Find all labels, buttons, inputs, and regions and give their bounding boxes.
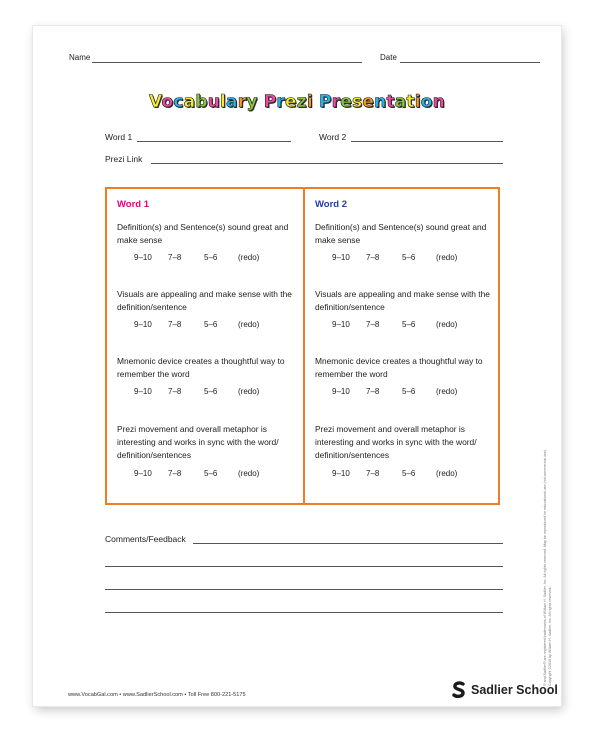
title-letter: i: [414, 92, 421, 112]
legal-notice: [543, 276, 551, 686]
footer-links: www.VocabGal.com • www.SadlierSchool.com • Toll Free 800-221-5175: [68, 692, 246, 698]
rubric-criterion: [117, 423, 295, 462]
date-field-line[interactable]: [400, 62, 540, 63]
score-7-8[interactable]: 7–8: [168, 320, 182, 329]
sadlier-s-icon: [451, 681, 467, 699]
rubric-column-word2: [305, 189, 495, 503]
score-7-8[interactable]: 7–8: [366, 320, 380, 329]
worksheet-title: [33, 92, 561, 112]
score-5-6[interactable]: 5–6: [204, 469, 218, 478]
title-letter: P: [319, 92, 332, 112]
title-letter: r: [276, 92, 285, 112]
title-letter: r: [331, 92, 341, 112]
rubric-column-title: Word 1: [117, 199, 150, 210]
title-letter: r: [237, 92, 247, 112]
criterion-text: Definition(s) and Sentence(s) sound great and make sense: [117, 222, 289, 245]
score-7-8[interactable]: 7–8: [168, 253, 182, 262]
comments-line[interactable]: [193, 543, 503, 544]
title-letter: n: [432, 92, 445, 112]
word2-field-label: Word 2: [319, 132, 347, 142]
title-letter: c: [173, 92, 184, 112]
score-5-6[interactable]: 5–6: [402, 320, 416, 329]
rubric-criterion: [315, 288, 493, 314]
score-5-6[interactable]: 5–6: [402, 253, 416, 262]
score-5-6[interactable]: 5–6: [204, 253, 218, 262]
name-label: Name: [69, 53, 91, 62]
title-letter: e: [340, 92, 352, 112]
criterion-text: Visuals are appealing and make sense with the definition/sentence: [117, 289, 292, 312]
criterion-text: Visuals are appealing and make sense with the definition/sentence: [315, 289, 490, 312]
score-redo[interactable]: (redo): [436, 387, 458, 396]
word1-field-label: Word 1: [105, 132, 133, 142]
title-letter: z: [296, 92, 307, 112]
title-letter: e: [362, 92, 375, 112]
rubric-criterion: [315, 423, 493, 462]
score-9-10[interactable]: 9–10: [134, 253, 152, 262]
title-letter: V: [149, 92, 162, 112]
score-9-10[interactable]: 9–10: [332, 387, 350, 396]
score-7-8[interactable]: 7–8: [366, 253, 380, 262]
word2-field-line[interactable]: [351, 141, 503, 142]
score-5-6[interactable]: 5–6: [402, 387, 416, 396]
title-letter: n: [374, 92, 387, 112]
title-letter: o: [420, 92, 433, 112]
title-letter: P: [263, 92, 277, 112]
score-5-6[interactable]: 5–6: [204, 387, 218, 396]
score-redo[interactable]: (redo): [436, 469, 458, 478]
legal-text-trademark: ® and Sadlier® are registered trademarks of William H. Sadlier, Inc. All rights reserved. May be reproduced for educational use (not commercial use).: [543, 449, 547, 686]
score-redo[interactable]: (redo): [436, 320, 458, 329]
rubric-criterion: [315, 221, 493, 247]
date-label: Date: [380, 53, 397, 62]
score-9-10[interactable]: 9–10: [332, 253, 350, 262]
rubric-criterion: [315, 355, 493, 381]
criterion-text: Mnemonic device creates a thoughtful way to remember the word: [315, 356, 483, 379]
name-field-line[interactable]: [92, 62, 362, 63]
title-letter: a: [183, 92, 196, 112]
title-letter: t: [406, 92, 415, 112]
comments-line[interactable]: [105, 589, 503, 590]
score-9-10[interactable]: 9–10: [134, 320, 152, 329]
rubric-criterion: [117, 355, 295, 381]
criterion-text: Definition(s) and Sentence(s) sound great and make sense: [315, 222, 487, 245]
title-letter: o: [161, 92, 174, 112]
word1-field-line[interactable]: [137, 141, 291, 142]
score-9-10[interactable]: 9–10: [332, 320, 350, 329]
prezi-link-field-line[interactable]: [151, 163, 503, 164]
title-letter: e: [285, 92, 297, 112]
score-redo[interactable]: (redo): [238, 253, 260, 262]
title-letter: s: [352, 92, 363, 112]
title-letter: a: [226, 92, 238, 112]
score-5-6[interactable]: 5–6: [204, 320, 218, 329]
title-letter: u: [207, 92, 221, 112]
title-letter: t: [386, 92, 395, 112]
comments-line[interactable]: [105, 612, 503, 613]
title-letter: i: [306, 92, 313, 112]
score-redo[interactable]: (redo): [238, 320, 260, 329]
rubric-column-word1: [107, 189, 297, 503]
criterion-text: Prezi movement and overall metaphor is interesting and works in sync with the word/ definition/sentences: [315, 424, 477, 460]
score-redo[interactable]: (redo): [238, 387, 260, 396]
score-redo[interactable]: (redo): [436, 253, 458, 262]
title-letter: y: [246, 92, 258, 112]
score-9-10[interactable]: 9–10: [134, 469, 152, 478]
rubric-criterion: [117, 288, 295, 314]
criterion-text: Prezi movement and overall metaphor is interesting and works in sync with the word/ definition/sentences: [117, 424, 279, 460]
title-letter: a: [394, 92, 407, 112]
score-7-8[interactable]: 7–8: [366, 469, 380, 478]
rubric-criterion: [117, 221, 295, 247]
score-7-8[interactable]: 7–8: [168, 469, 182, 478]
score-9-10[interactable]: 9–10: [134, 387, 152, 396]
title-letter: l: [220, 92, 227, 112]
comments-line[interactable]: [105, 566, 503, 567]
score-9-10[interactable]: 9–10: [332, 469, 350, 478]
score-redo[interactable]: (redo): [238, 469, 260, 478]
title-letter: b: [195, 92, 208, 112]
rubric-box: [105, 187, 500, 505]
comments-label: Comments/Feedback: [105, 534, 186, 544]
score-7-8[interactable]: 7–8: [168, 387, 182, 396]
score-5-6[interactable]: 5–6: [402, 469, 416, 478]
prezi-link-label: Prezi Link: [105, 154, 143, 164]
score-7-8[interactable]: 7–8: [366, 387, 380, 396]
legal-text-copyright: Copyright ©2016 by William H. Sadlier, Inc. All rights reserved.: [548, 586, 552, 686]
criterion-text: Mnemonic device creates a thoughtful way to remember the word: [117, 356, 285, 379]
rubric-column-title: Word 2: [315, 199, 348, 210]
brand-name: Sadlier School: [471, 683, 558, 697]
worksheet-page: [33, 26, 561, 706]
